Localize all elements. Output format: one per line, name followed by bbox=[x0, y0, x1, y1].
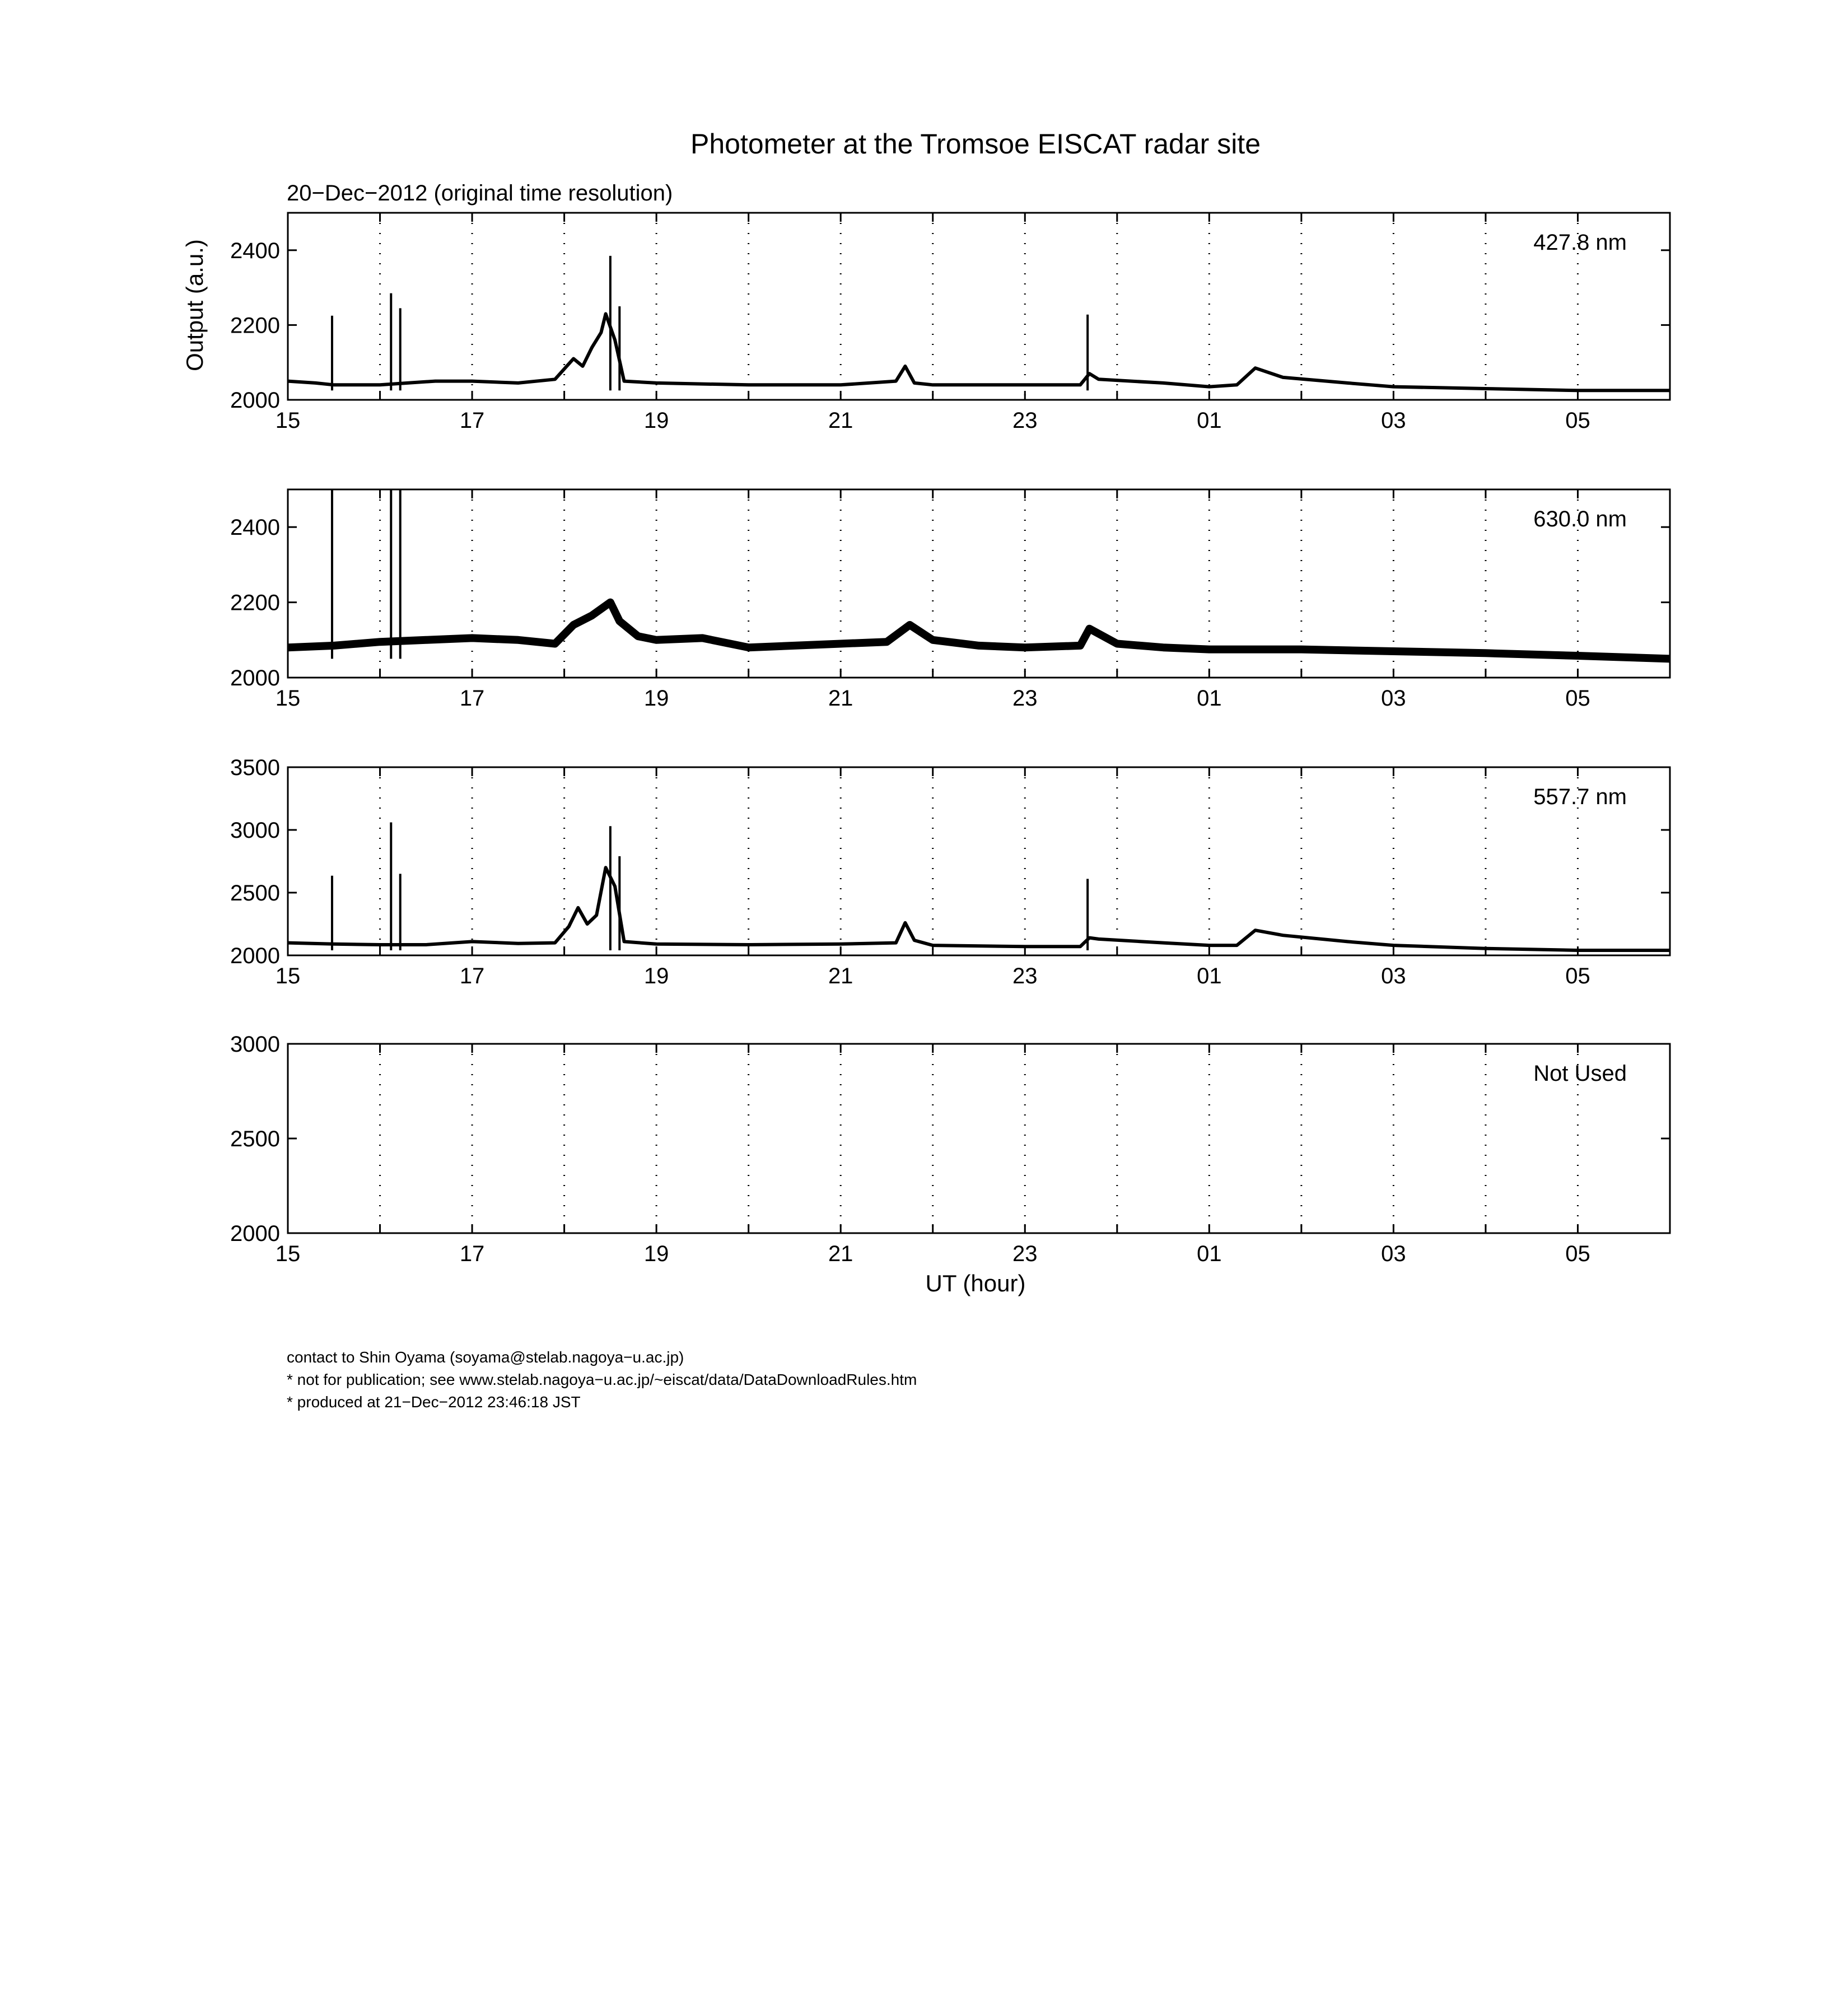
panel-2-ytick-label-2000: 2000 bbox=[230, 666, 280, 690]
panel-4-xtick-label-17: 17 bbox=[459, 1242, 485, 1266]
panel-2-wavelength-label: 630.0 nm bbox=[1533, 507, 1627, 531]
panel-1-series-line bbox=[288, 314, 1670, 390]
panel-4-xtick-label-15: 15 bbox=[275, 1242, 301, 1266]
panel-2-xtick-label-17: 17 bbox=[459, 686, 485, 711]
panel-1-ytick-label-2200: 2200 bbox=[230, 313, 280, 338]
panels bbox=[230, 213, 1670, 1266]
panel-4-ytick-label-3000: 3000 bbox=[230, 1032, 280, 1057]
panel-3-series-line bbox=[288, 867, 1670, 950]
panel-1-xtick-label-19: 19 bbox=[643, 408, 669, 433]
panel-3-ytick-label-3000: 3000 bbox=[230, 818, 280, 843]
x-axis-label: UT (hour) bbox=[925, 1270, 1026, 1296]
panel-2 bbox=[230, 489, 1670, 711]
panel-2-xtick-label-21: 21 bbox=[828, 686, 853, 711]
panel-4-ytick-label-2500: 2500 bbox=[230, 1127, 280, 1151]
panel-3-xtick-label-15: 15 bbox=[275, 964, 301, 988]
panel-1-frame bbox=[288, 213, 1670, 400]
panel-2-xtick-label-03: 03 bbox=[1381, 686, 1406, 711]
panel-1-xtick-label-15: 15 bbox=[275, 408, 301, 433]
panel-4-wavelength-label: Not Used bbox=[1533, 1061, 1627, 1086]
panel-1-ytick-label-2400: 2400 bbox=[230, 238, 280, 263]
panel-3-wavelength-label: 557.7 nm bbox=[1533, 785, 1627, 809]
panel-3-xtick-label-03: 03 bbox=[1381, 964, 1406, 988]
panel-3-xtick-label-05: 05 bbox=[1565, 964, 1590, 988]
panel-2-series-line bbox=[288, 603, 1670, 659]
panel-1 bbox=[230, 213, 1670, 433]
panel-4-xtick-label-19: 19 bbox=[643, 1242, 669, 1266]
panel-3 bbox=[230, 755, 1670, 988]
panel-4-xtick-label-03: 03 bbox=[1381, 1242, 1406, 1266]
footer-line-produced: * produced at 21−Dec−2012 23:46:18 JST bbox=[287, 1393, 581, 1411]
y-axis-label: Output (a.u.) bbox=[181, 239, 208, 371]
panel-3-xtick-label-23: 23 bbox=[1012, 964, 1038, 988]
panel-4-xtick-label-01: 01 bbox=[1197, 1242, 1222, 1266]
panel-2-xtick-label-23: 23 bbox=[1012, 686, 1038, 711]
panel-4-xtick-label-05: 05 bbox=[1565, 1242, 1590, 1266]
panel-2-ytick-label-2200: 2200 bbox=[230, 590, 280, 615]
panel-4 bbox=[230, 1032, 1670, 1266]
panel-3-xtick-label-01: 01 bbox=[1197, 964, 1222, 988]
footer-line-contact: contact to Shin Oyama (soyama@stelab.nagoya−u.ac.jp) bbox=[287, 1348, 684, 1366]
panel-1-ytick-label-2000: 2000 bbox=[230, 388, 280, 413]
panel-3-ytick-label-3500: 3500 bbox=[230, 755, 280, 780]
panel-1-xtick-label-01: 01 bbox=[1197, 408, 1222, 433]
panel-3-frame bbox=[288, 767, 1670, 955]
panel-1-xtick-label-03: 03 bbox=[1381, 408, 1406, 433]
panel-3-xtick-label-17: 17 bbox=[459, 964, 485, 988]
panel-2-xtick-label-05: 05 bbox=[1565, 686, 1590, 711]
panel-1-wavelength-label: 427.8 nm bbox=[1533, 230, 1627, 255]
figure-subtitle: 20−Dec−2012 (original time resolution) bbox=[287, 181, 673, 206]
panel-1-xtick-label-21: 21 bbox=[828, 408, 853, 433]
panel-2-ytick-label-2400: 2400 bbox=[230, 515, 280, 540]
figure-title: Photometer at the Tromsoe EISCAT radar site bbox=[690, 128, 1261, 160]
panel-3-ytick-label-2000: 2000 bbox=[230, 944, 280, 968]
footer-line-rules: * not for publication; see www.stelab.nagoya−u.ac.jp/~eiscat/data/DataDownloadRules.htm bbox=[287, 1371, 917, 1388]
panel-3-ytick-label-2500: 2500 bbox=[230, 881, 280, 906]
panel-3-xtick-label-19: 19 bbox=[643, 964, 669, 988]
panel-4-ytick-label-2000: 2000 bbox=[230, 1221, 280, 1246]
panel-4-frame bbox=[288, 1044, 1670, 1233]
panel-4-xtick-label-23: 23 bbox=[1012, 1242, 1038, 1266]
panel-2-xtick-label-01: 01 bbox=[1197, 686, 1222, 711]
panel-4-xtick-label-21: 21 bbox=[828, 1242, 853, 1266]
panel-1-xtick-label-23: 23 bbox=[1012, 408, 1038, 433]
panel-2-xtick-label-19: 19 bbox=[643, 686, 669, 711]
panel-1-xtick-label-05: 05 bbox=[1565, 408, 1590, 433]
panel-3-xtick-label-21: 21 bbox=[828, 964, 853, 988]
panel-2-xtick-label-15: 15 bbox=[275, 686, 301, 711]
panel-1-xtick-label-17: 17 bbox=[459, 408, 485, 433]
